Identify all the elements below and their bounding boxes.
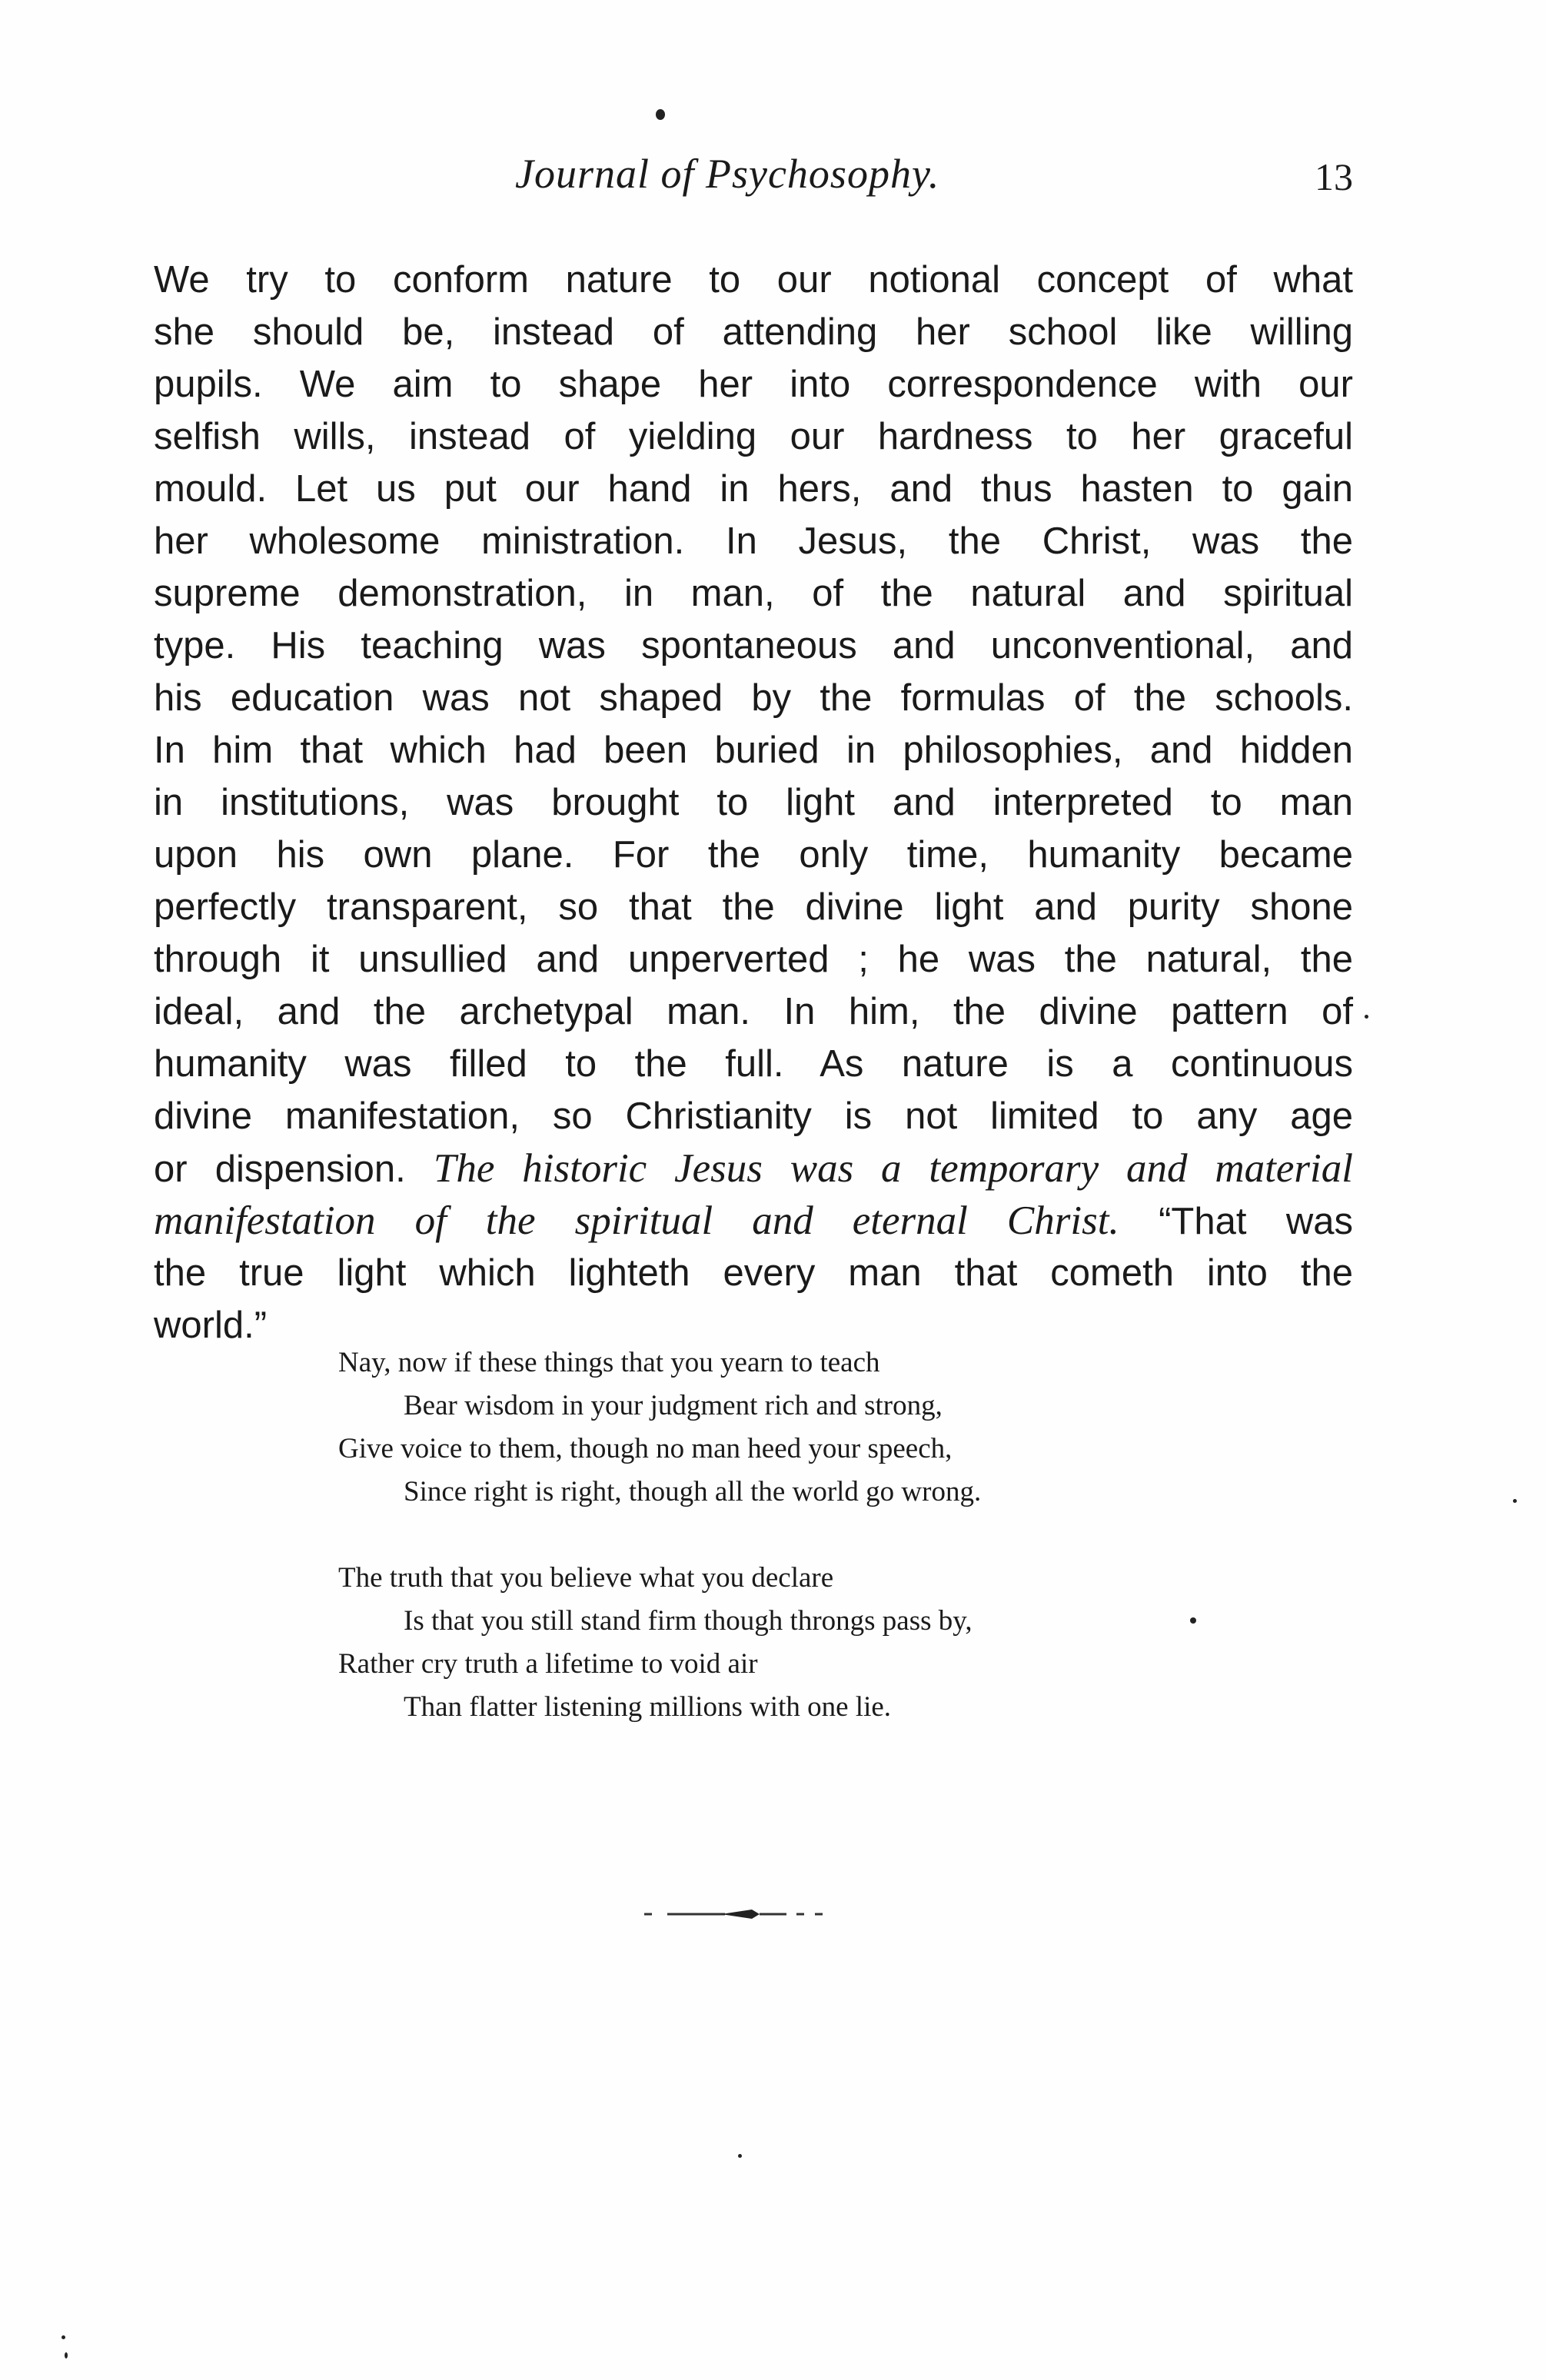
stanza-1 <box>338 1341 1261 1514</box>
text-line: his education was not shaped by the formulas of the schools. <box>154 677 1353 719</box>
print-speck <box>1190 1617 1196 1624</box>
body-paragraph <box>154 254 1353 1351</box>
text-line: We try to conform nature to our notional concept of what <box>154 259 1353 301</box>
verse-line: Give voice to them, though no man heed your speech, <box>338 1433 953 1464</box>
page-number: 13 <box>1315 155 1353 198</box>
text-line-mixed <box>154 1195 1353 1247</box>
verse-line: Since right is right, though all the world go wrong. <box>404 1476 982 1507</box>
stanza-2 <box>338 1557 1261 1729</box>
text-line: pupils. We aim to shape her into correspondence with our <box>154 364 1353 405</box>
text-line-mixed <box>154 1142 1353 1195</box>
verse-line: Nay, now if these things that you yearn to teach <box>338 1347 880 1378</box>
text-line: perfectly transparent, so that the divine light and purity shone <box>154 886 1353 928</box>
plain-text: or dispension. <box>154 1148 406 1190</box>
print-speck <box>1513 1499 1517 1503</box>
text-line: type. His teaching was spontaneous and unconventional, and <box>154 625 1353 666</box>
text-line: upon his own plane. For the only time, humanity became <box>154 834 1353 876</box>
text-line: ideal, and the archetypal man. In him, the divine pattern of <box>154 991 1353 1032</box>
text-line: world.” <box>154 1305 268 1346</box>
italic-text: The historic Jesus was a temporary and material <box>433 1146 1353 1191</box>
text-line: she should be, instead of attending her school like willing <box>154 311 1353 353</box>
text-line: through it unsullied and unperverted ; he was the natural, the <box>154 939 1353 980</box>
print-speck <box>65 2352 68 2358</box>
print-speck <box>738 2154 742 2158</box>
plain-text: “That was <box>1159 1201 1353 1242</box>
text-line: her wholesome ministration. In Jesus, the Christ, was the <box>154 520 1353 562</box>
verse-line: Is that you still stand firm though throngs pass by, <box>404 1605 972 1637</box>
text-line: in institutions, was brought to light and interpreted to man <box>154 782 1353 823</box>
page-header <box>154 150 1353 211</box>
running-head: Journal of Psychosophy. <box>515 151 940 197</box>
text-line: selfish wills, instead of yielding our hardness to her graceful <box>154 416 1353 457</box>
verse-quotation <box>338 1341 1261 1772</box>
ornament-divider <box>644 1906 829 1922</box>
print-speck <box>62 2335 65 2339</box>
text-line: mould. Let us put our hand in hers, and thus hasten to gain <box>154 468 1353 510</box>
print-speck <box>1365 1015 1368 1019</box>
verse-line: Than flatter listening millions with one lie. <box>404 1691 892 1723</box>
verse-line: Bear wisdom in your judgment rich and strong, <box>404 1390 943 1421</box>
text-line: humanity was filled to the full. As nature is a continuous <box>154 1043 1353 1085</box>
text-line: In him that which had been buried in philosophies, and hidden <box>154 730 1353 771</box>
text-line: supreme demonstration, in man, of the natural and spiritual <box>154 573 1353 614</box>
print-speck <box>656 109 665 120</box>
verse-line: The truth that you believe what you declare <box>338 1562 834 1594</box>
verse-line: Rather cry truth a lifetime to void air <box>338 1648 758 1680</box>
text-line: divine manifestation, so Christianity is not limited to any age <box>154 1095 1353 1137</box>
italic-text: manifestation of the spiritual and eternal Christ. <box>154 1198 1119 1243</box>
text-line: the true light which lighteth every man that cometh into the <box>154 1252 1353 1294</box>
